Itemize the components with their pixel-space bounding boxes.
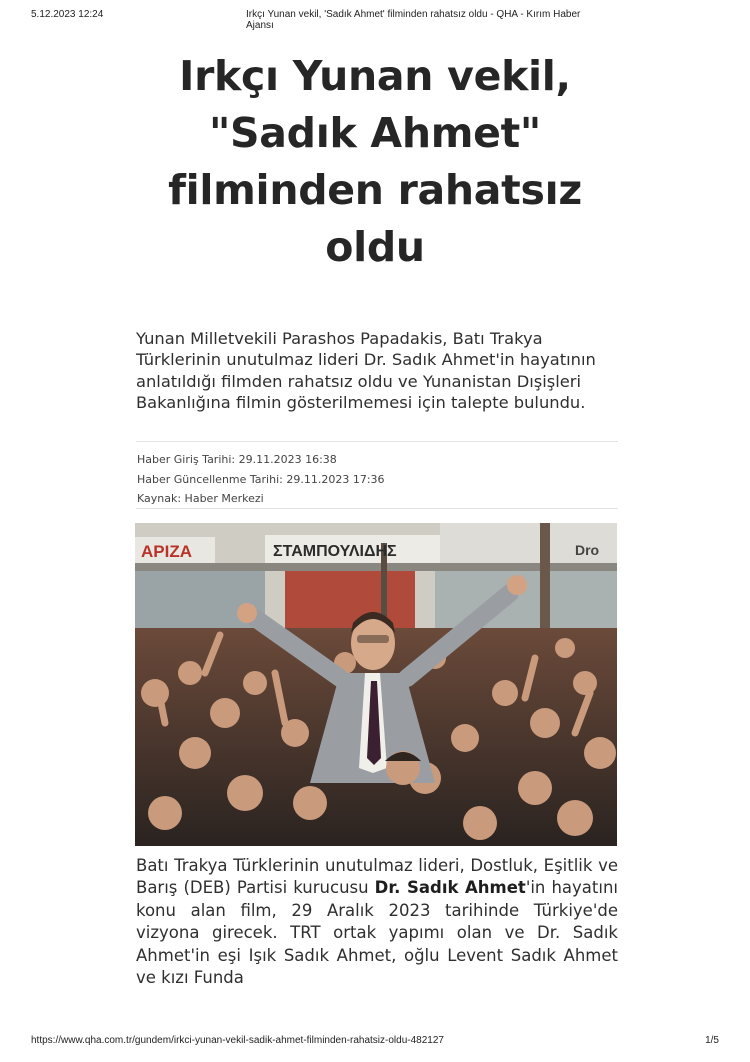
print-footer	[31, 1035, 719, 1046]
print-url: https://www.qha.com.tr/gundem/irkci-yunan-vekil-sadik-ahmet-filminden-rahatsiz-oldu-482127	[31, 1035, 444, 1046]
body-text-part: Batı Trakya Türklerinin unutulmaz lideri, Dostluk, Eşitlik ve Barış (DEB) Partisi kurucusu	[136, 856, 618, 898]
divider	[136, 441, 618, 442]
article-headline: Irkçı Yunan vekil, "Sadık Ahmet" filminden rahatsız oldu	[168, 52, 582, 271]
shop-sign-left: ΑΡΙΖΑ	[141, 542, 192, 561]
print-date: 5.12.2023 12:24	[31, 9, 104, 20]
divider	[136, 508, 618, 509]
article-photo	[135, 523, 617, 846]
source: Kaynak: Haber Merkezi	[137, 492, 264, 505]
article-meta	[137, 450, 385, 509]
page-number: 1/5	[705, 1035, 719, 1046]
body-text-part: 'in hayatını konu alan film, 29 Aralık 2023 tarihinde Türkiye'de vizyona girecek. TRT ortak yapımı olan ve Dr. Sadık Ahmet'in eşi Işık Sadık Ahmet, oğlu Levent Sadık Ahmet ve kızı Funda	[136, 878, 618, 988]
print-header	[31, 9, 610, 31]
crowd-photo-illustration	[135, 523, 617, 846]
shop-sign-right: Dro	[575, 542, 600, 558]
update-date: Haber Güncellenme Tarihi: 29.11.2023 17:36	[137, 472, 385, 486]
article-summary: Yunan Milletvekili Parashos Papadakis, Batı Trakya Türklerinin unutulmaz lideri Dr. Sadık Ahmet'in hayatının anlatıldığı filmden rahatsız oldu ve Yunanistan Dışişleri Bakanlığına filmin gösterilmemesi için talepte bulundu.	[136, 329, 596, 412]
print-page-title: Irkçı Yunan vekil, 'Sadık Ahmet' filminden rahatsız oldu - QHA - Kırım Haber Ajansı	[246, 9, 581, 31]
entry-date: Haber Giriş Tarihi: 29.11.2023 16:38	[137, 453, 337, 466]
person-name-link[interactable]: Dr. Sadık Ahmet	[374, 878, 526, 898]
article-body	[136, 855, 618, 989]
shop-sign-center: ΣΤΑΜΠΟΥΛΙΔΗΣ	[273, 543, 397, 560]
